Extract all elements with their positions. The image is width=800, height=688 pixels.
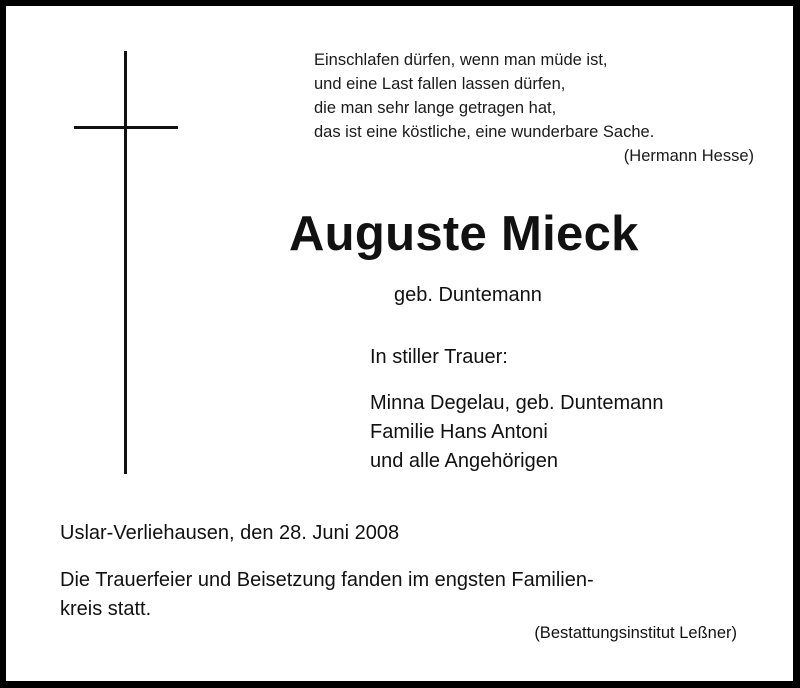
poem-line: das ist eine köstliche, eine wunderbare Sache.	[314, 123, 655, 141]
mourning-heading: In stiller Trauer:	[370, 346, 508, 368]
poem-author: (Hermann Hesse)	[623, 147, 754, 165]
deceased-name: Auguste Mieck	[289, 207, 639, 261]
maiden-name: geb. Duntemann	[394, 284, 542, 306]
funeral-note-line: Die Trauerfeier und Beisetzung fanden im engsten Familien-	[60, 569, 594, 591]
mourner-entry: und alle Angehörigen	[370, 450, 558, 472]
funeral-note-line: kreis statt.	[60, 598, 152, 620]
cross-vertical-bar	[124, 51, 127, 474]
place-date: Uslar-Verliehausen, den 28. Juni 2008	[60, 522, 400, 544]
funeral-note	[60, 566, 770, 624]
poem-line: die man sehr lange getragen hat,	[314, 99, 557, 117]
mourner-entry: Minna Degelau, geb. Duntemann	[370, 392, 664, 414]
mourners-list	[370, 389, 664, 476]
poem-line: und eine Last fallen lassen dürfen,	[314, 75, 566, 93]
mourner-entry: Familie Hans Antoni	[370, 421, 548, 443]
poem-quote	[314, 48, 754, 168]
cross-horizontal-bar	[74, 126, 178, 129]
undertaker-name: (Bestattungsinstitut Leßner)	[534, 624, 737, 642]
poem-line: Einschlafen dürfen, wenn man müde ist,	[314, 51, 608, 69]
